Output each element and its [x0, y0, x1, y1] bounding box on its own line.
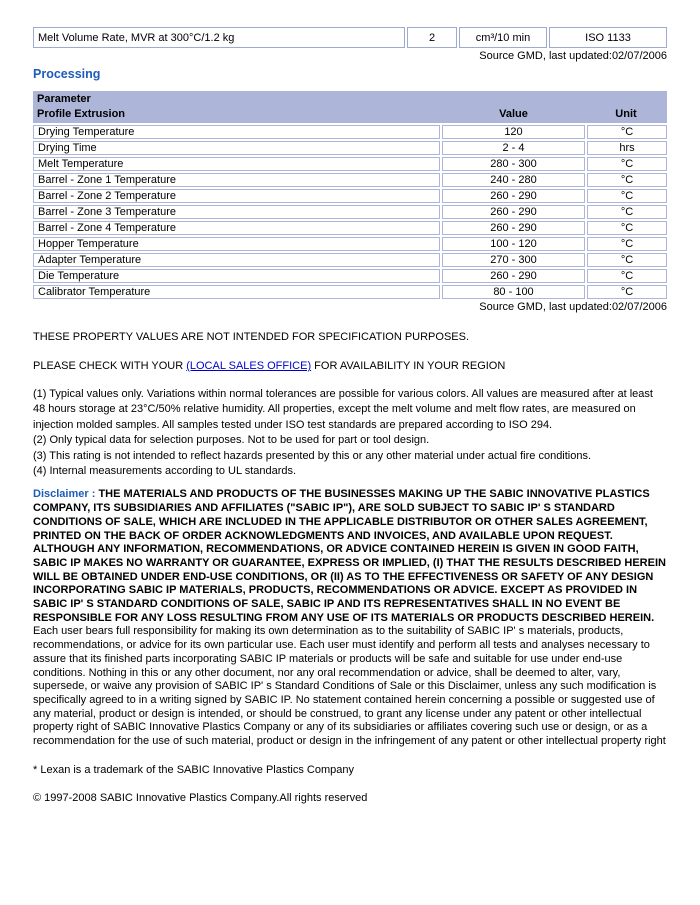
processing-table: [33, 91, 667, 299]
param-cell: Drying Temperature: [33, 125, 440, 139]
mvr-property-row: [33, 27, 667, 48]
unit-cell: °C: [587, 157, 667, 171]
table-row: [33, 269, 667, 283]
column-header-profile-extrusion: Profile Extrusion: [37, 108, 126, 120]
val-cell: 260 - 290: [442, 189, 585, 203]
column-header-unit: Unit: [615, 108, 637, 120]
val-cell: 100 - 120: [442, 237, 585, 251]
val-cell: 260 - 290: [442, 269, 585, 283]
column-header-parameter-group: Parameter: [37, 93, 91, 105]
param-cell: Barrel - Zone 4 Temperature: [33, 221, 440, 235]
param-cell: Die Temperature: [33, 269, 440, 283]
val-cell: 240 - 280: [442, 173, 585, 187]
param-cell: Melt Temperature: [33, 157, 440, 171]
table-row: [33, 157, 667, 171]
disclaimer-body-text: Each user bears full responsibility for making its own determination as to the suitability of SABIC IP' s materials, products, recommendations, or advice for its own particular use. Each user must identify and perform all tests and analyses necessary to assure that its finished parts incorporating SABIC IP materials or products will be safe and suitable for use under end-use conditions. Nothing in this or any other document, nor any oral recommendation or advice, shall be deemed to alter, vary, supersede, or waive any provision of SABIC IP' s Standard Conditions of Sale or this Disclaimer, unless any such modification is specifically agreed to in a writing signed by SABIC IP. No statement contained herein concerning a possible or suggested use of any material, product or design is intended, or should be construed, to grant any license under any patent or other intellectual property right of SABIC Innovative Plastics Company or any of its subsidiaries or affiliates covering such use or design, or as a recommendation for the use of such material, product or design in the infringement of any patent or other intellectual property right: [33, 625, 666, 748]
val-cell: 280 - 300: [442, 157, 585, 171]
local-sales-office-link[interactable]: (LOCAL SALES OFFICE): [186, 360, 312, 372]
source-note-bottom: Source GMD, last updated:02/07/2006: [479, 301, 667, 313]
table-row: [33, 285, 667, 299]
param-cell: Hopper Temperature: [33, 237, 440, 251]
unit-cell: °C: [587, 125, 667, 139]
mvr-property-standard: ISO 1133: [549, 27, 667, 48]
table-row: [33, 253, 667, 267]
table-row: [33, 141, 667, 155]
availability-note-suffix: FOR AVAILABILITY IN YOUR REGION: [311, 360, 506, 372]
param-cell: Calibrator Temperature: [33, 285, 440, 299]
section-title-processing: Processing: [33, 67, 101, 81]
specification-purpose-note: THESE PROPERTY VALUES ARE NOT INTENDED FOR SPECIFICATION PURPOSES.: [33, 331, 470, 343]
table-row: [33, 189, 667, 203]
mvr-property-unit: cm³/10 min: [459, 27, 547, 48]
column-header-value: Value: [499, 108, 528, 120]
source-note-top: Source GMD, last updated:02/07/2006: [479, 50, 667, 62]
unit-cell: °C: [587, 253, 667, 267]
trademark-note: * Lexan is a trademark of the SABIC Innovative Plastics Company: [33, 763, 354, 776]
table-row: [33, 221, 667, 235]
processing-table-header: [33, 91, 667, 123]
val-cell: 120: [442, 125, 585, 139]
table-row: [33, 205, 667, 219]
table-row: [33, 125, 667, 139]
unit-cell: °C: [587, 189, 667, 203]
footnote: (3) This rating is not intended to reflect hazards presented by this or any other material under actual fire conditions.: [33, 449, 592, 462]
footnotes-block: [33, 387, 667, 479]
param-cell: Drying Time: [33, 141, 440, 155]
unit-cell: °C: [587, 237, 667, 251]
param-cell: Adapter Temperature: [33, 253, 440, 267]
param-cell: Barrel - Zone 2 Temperature: [33, 189, 440, 203]
val-cell: 260 - 290: [442, 221, 585, 235]
disclaimer-paragraph: [33, 488, 667, 748]
val-cell: 80 - 100: [442, 285, 585, 299]
availability-note-prefix: PLEASE CHECK WITH YOUR: [33, 360, 187, 372]
mvr-property-value: 2: [407, 27, 457, 48]
val-cell: 260 - 290: [442, 205, 585, 219]
disclaimer-label: Disclaimer :: [33, 488, 96, 501]
unit-cell: °C: [587, 221, 667, 235]
param-cell: Barrel - Zone 3 Temperature: [33, 205, 440, 219]
unit-cell: °C: [587, 205, 667, 219]
table-row: [33, 173, 667, 187]
copyright-note: © 1997-2008 SABIC Innovative Plastics Company.All rights reserved: [33, 791, 368, 804]
unit-cell: °C: [587, 173, 667, 187]
unit-cell: °C: [587, 285, 667, 299]
processing-table-body: [33, 125, 667, 299]
unit-cell: hrs: [587, 141, 667, 155]
unit-cell: °C: [587, 269, 667, 283]
disclaimer-bold-text: THE MATERIALS AND PRODUCTS OF THE BUSINESSES MAKING UP THE SABIC INNOVATIVE PLASTICS COMPANY, ITS SUBSIDIARIES AND AFFILIATES ("SABIC IP"), ARE SOLD SUBJECT TO SABIC IP' S STANDARD CONDITIONS OF SALE, WHICH ARE INCLUDED IN THE APPLICABLE DISTRIBUTOR OR OTHER SALES AGREEMENT, PRINTED ON THE BACK OF ORDER ACKNOWLEDGMENTS AND INVOICES, AND AVAILABLE UPON REQUEST. ALTHOUGH ANY INFORMATION, RECOMMENDATIONS, OR ADVICE CONTAINED HEREIN IS GIVEN IN GOOD FAITH, SABIC IP MAKES NO WARRANTY OR GUARANTEE, EXPRESS OR IMPLIED, (I) THAT THE RESULTS DESCRIBED HEREIN WILL BE OBTAINED UNDER END-USE CONDITIONS, OR (II) AS TO THE EFFECTIVENESS OR SAFETY OF ANY DESIGN INCORPORATING SABIC IP MATERIALS, PRODUCTS, RECOMMENDATIONS OR ADVICE. EXCEPT AS PROVIDED IN SABIC IP' S STANDARD CONDITIONS OF SALE, SABIC IP AND ITS REPRESENTATIVES SHALL IN NO EVENT BE RESPONSIBLE FOR ANY LOSS RESULTING FROM ANY USE OF ITS MATERIALS OR PRODUCTS DESCRIBED HEREIN.: [33, 488, 666, 624]
mvr-property-name: Melt Volume Rate, MVR at 300°C/1.2 kg: [33, 27, 405, 48]
val-cell: 2 - 4: [442, 141, 585, 155]
val-cell: 270 - 300: [442, 253, 585, 267]
availability-note: [33, 360, 667, 373]
footnote: (1) Typical values only. Variations within normal tolerances are possible for various colors. All values are measured after at least 48 hours storage at 23°C/50% relative humidity. All properties, except the melt volume and melt flow rates, are measured on injection molded samples. All samples tested under ISO test standards are prepared according to ISO 294.: [33, 388, 653, 431]
footnote: (4) Internal measurements according to UL standards.: [33, 465, 297, 478]
footnote: (2) Only typical data for selection purposes. Not to be used for part or tool design.: [33, 434, 430, 447]
table-row: [33, 237, 667, 251]
param-cell: Barrel - Zone 1 Temperature: [33, 173, 440, 187]
